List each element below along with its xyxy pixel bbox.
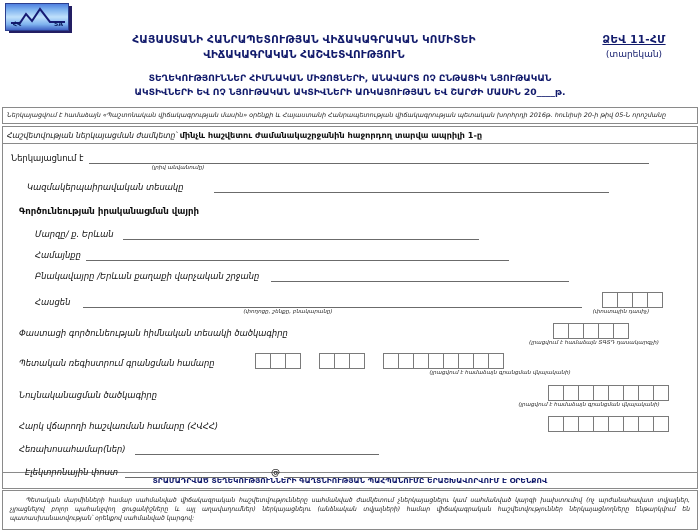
tin-cell[interactable] [593, 416, 609, 432]
reg-number-hint: (լրացվում է համաձայն գրանցման վկայականի) [429, 370, 571, 376]
reg-cell[interactable] [488, 353, 504, 369]
location-section-title: Գործունեության իրականացման վայրի [19, 207, 200, 217]
id-code-cell[interactable] [653, 385, 669, 401]
tin-cell[interactable] [638, 416, 654, 432]
postal-cell[interactable] [602, 292, 618, 308]
activity-code-cell[interactable] [598, 323, 614, 339]
reg-cell[interactable] [255, 353, 271, 369]
submitter-row [3, 153, 697, 164]
tin-cells[interactable] [548, 416, 669, 432]
reg-number-group-3[interactable] [383, 353, 504, 369]
address-input[interactable] [83, 297, 582, 308]
reg-cell[interactable] [428, 353, 444, 369]
legal-basis-note [2, 107, 698, 124]
deadline-value: մինչև հաշվետու ժամանակաշրջանին հաջորդող տարվա ապրիլի 1-ը [179, 130, 483, 140]
community-label: Համայնքը [35, 250, 81, 260]
reg-number-group-1[interactable] [255, 353, 301, 369]
activity-code-cell[interactable] [583, 323, 599, 339]
email-label: Էլեկտրոնային փոստ [25, 467, 119, 477]
legal-basis-text: Ներկայացվում է համաձայն «Պաշտոնական վիճակագրության մասին» օրենքի և Հայաստանի Հանրապետության վիճակագրության պետական խորհրդի 2016թ. հունիսի 20-ի թիվ 05-Ն որոշմանը [7, 111, 667, 119]
settlement-input[interactable] [271, 271, 569, 282]
address-hint: (փողոցը, շենքը, բնակարանը) [243, 309, 333, 315]
postal-cell[interactable] [647, 292, 663, 308]
settlement-row [3, 271, 697, 282]
org-form-label: Կազմակերպաիրավական տեսակը [27, 182, 184, 192]
logo-caption [8, 21, 68, 29]
reg-cell[interactable] [398, 353, 414, 369]
reg-cell[interactable] [334, 353, 350, 369]
deadline-label: Հաշվետվության ներկայացման ժամկետը՝ [7, 131, 178, 140]
settlement-label: Բնակավայրը /Երևան քաղաքի վարչական շրջանը [35, 271, 260, 281]
form-body [2, 143, 698, 478]
liability-note-text: Պետական մարմինների համար սահմանված վիճակագրական հաշվետվությունները սահմանված ժամկետում չներկայացնելու կամ սահմանված կարգի խախտումով (ոչ արժանահավատ տվյալներ, չլրացնելով բոլոր պահանջվող ցուցանիշները և այլ աղավաղումներ) ներկայացնելու (անձնական տվյալների) համար վիճակագրական հաշվետվություններ ներկայացնողները ենթարկվում են պատասխանատվության՝ օրենքով սահմանված կարգով: [10, 497, 690, 522]
form-periodicity: (տարեկան) [605, 50, 663, 60]
form-header [0, 0, 700, 100]
logo-left-text: ՀՎ [13, 21, 22, 28]
postal-hint: (փոստային դասիչ) [592, 309, 650, 315]
submission-deadline [7, 130, 693, 140]
activity-code-label: Փաստացի գործունեության հիմնական տեսակի ծածկագիրը [19, 328, 288, 338]
form-subject [0, 72, 700, 100]
reg-number-hint-row [3, 369, 697, 377]
reg-cell[interactable] [413, 353, 429, 369]
phone-row [3, 444, 697, 455]
community-input[interactable] [86, 250, 509, 261]
reg-number-group-2[interactable] [319, 353, 365, 369]
form-subject-line-2: ԱԿՏԻՎՆԵՐԻ ԵՎ ՈՉ ՆՅՈՒԹԱԿԱՆ ԱԿՏԻՎՆԵՐԻ ԱՌԿԱՅՈՒԹՅԱՆ ԵՎ ՇԱՐԺԻ ՄԱՍԻՆ 20____թ. [134, 87, 566, 98]
form-code-block [568, 33, 700, 60]
org-form-row [3, 182, 697, 193]
id-code-row [3, 385, 697, 401]
reg-cell[interactable] [319, 353, 335, 369]
address-row [3, 292, 697, 308]
location-section-row [3, 207, 697, 218]
id-code-cell[interactable] [638, 385, 654, 401]
email-domain-input[interactable] [284, 467, 432, 478]
form-code: ՁԵՎ 11-ՀՄ [602, 34, 666, 46]
liability-note [2, 490, 698, 530]
tin-cell[interactable] [548, 416, 564, 432]
confidentiality-banner: ՏՐԱՄԱԴՐՎԱԾ ՏԵՂԵԿՈՒԹՅՈՒՆՆԵՐԻ ԳԱՂՏՆԻՈՒԹՅԱՆ ՊԱՀՊԱՆՈՒՄԸ ԵՐԱՇԽԱՎՈՐՎՈՒՄ Է ՕՐԵՆՔՈՎ [2, 473, 698, 489]
activity-code-cell[interactable] [613, 323, 629, 339]
activity-code-hint: (լրացվում է համաձայն ՏԳՏԴ դասակարգչի) [529, 340, 659, 346]
statistics-committee-logo [4, 2, 76, 34]
activity-code-hint-row [3, 339, 697, 347]
id-code-cell[interactable] [608, 385, 624, 401]
email-row [3, 467, 697, 478]
logo-right-text: SA [54, 21, 63, 28]
phone-input[interactable] [135, 444, 379, 455]
postal-cell[interactable] [617, 292, 633, 308]
id-code-cell[interactable] [578, 385, 594, 401]
email-local-input[interactable] [125, 467, 267, 478]
reg-cell[interactable] [349, 353, 365, 369]
activity-code-row [3, 323, 697, 339]
tin-cell[interactable] [608, 416, 624, 432]
reg-cell[interactable] [285, 353, 301, 369]
id-code-label: Նույնականացման ծածկագիրը [19, 390, 158, 400]
address-hints-row [3, 308, 697, 316]
region-label: Մարզը/ ք. Երևան [35, 229, 114, 239]
id-code-hint-row [3, 401, 697, 409]
activity-code-cells[interactable] [553, 323, 629, 339]
form-subject-line-1: ՏԵՂԵԿՈՒԹՅՈՒՆՆԵՐ ՀԻՄՆԱԿԱՆ ՄԻՋՈՑՆԵՐԻ, ԱՆԱՎԱՐՏ ՈՉ ԸՆԹԱՑԻԿ ՆՅՈՒԹԱԿԱՆ [148, 73, 552, 84]
submitter-hint: (լրիվ անվանումը) [151, 165, 205, 171]
reg-cell[interactable] [270, 353, 286, 369]
reg-cell[interactable] [443, 353, 459, 369]
reg-cell[interactable] [458, 353, 474, 369]
tin-cell[interactable] [563, 416, 579, 432]
activity-code-cell[interactable] [568, 323, 584, 339]
logo-box [5, 3, 69, 31]
reg-number-label: Պետական ռեգիստրում գրանցման համարը [19, 358, 215, 368]
postal-cell[interactable] [632, 292, 648, 308]
submission-deadline-row [2, 126, 698, 143]
id-code-cell[interactable] [593, 385, 609, 401]
submitter-hint-row [3, 164, 697, 172]
id-code-cell[interactable] [548, 385, 564, 401]
tin-row [3, 416, 697, 432]
at-symbol: @ [271, 468, 280, 478]
id-code-cell[interactable] [563, 385, 579, 401]
tin-cell[interactable] [653, 416, 669, 432]
activity-code-cell[interactable] [553, 323, 569, 339]
region-input[interactable] [123, 229, 479, 240]
org-form-input[interactable] [214, 182, 609, 193]
tin-cell[interactable] [623, 416, 639, 432]
postal-code-cells[interactable] [602, 292, 663, 308]
header-titles [0, 33, 568, 63]
id-code-hint: (լրացվում է համաձայն գրանցման վկայականի) [518, 402, 660, 408]
community-row [3, 250, 697, 261]
reg-cell[interactable] [473, 353, 489, 369]
reg-number-row [3, 353, 697, 369]
organization-line-2: ՎԻՃԱԿԱԳՐԱԿԱՆ ՀԱՇՎԵՏՎՈՒԹՅՈՒՆ [203, 49, 405, 61]
region-row [3, 229, 697, 240]
id-code-cells[interactable] [548, 385, 669, 401]
submitter-input[interactable] [89, 153, 649, 164]
reg-cell[interactable] [383, 353, 399, 369]
organization-line-1: ՀԱՅԱՍՏԱՆԻ ՀԱՆՐԱՊԵՏՈՒԹՅԱՆ ՎԻՃԱԿԱԳՐԱԿԱՆ ԿՈՄԻՏԵԻ [132, 34, 476, 46]
tin-cell[interactable] [578, 416, 594, 432]
submitter-label: Ներկայացնում է [11, 153, 84, 163]
tin-label: Հարկ վճարողի հաշվառման համարը (ՀՎՀՀ) [19, 421, 219, 431]
address-label: Հասցեն [35, 297, 71, 307]
phone-label: Հեռախոսահամար(ներ) [19, 444, 126, 454]
id-code-cell[interactable] [623, 385, 639, 401]
